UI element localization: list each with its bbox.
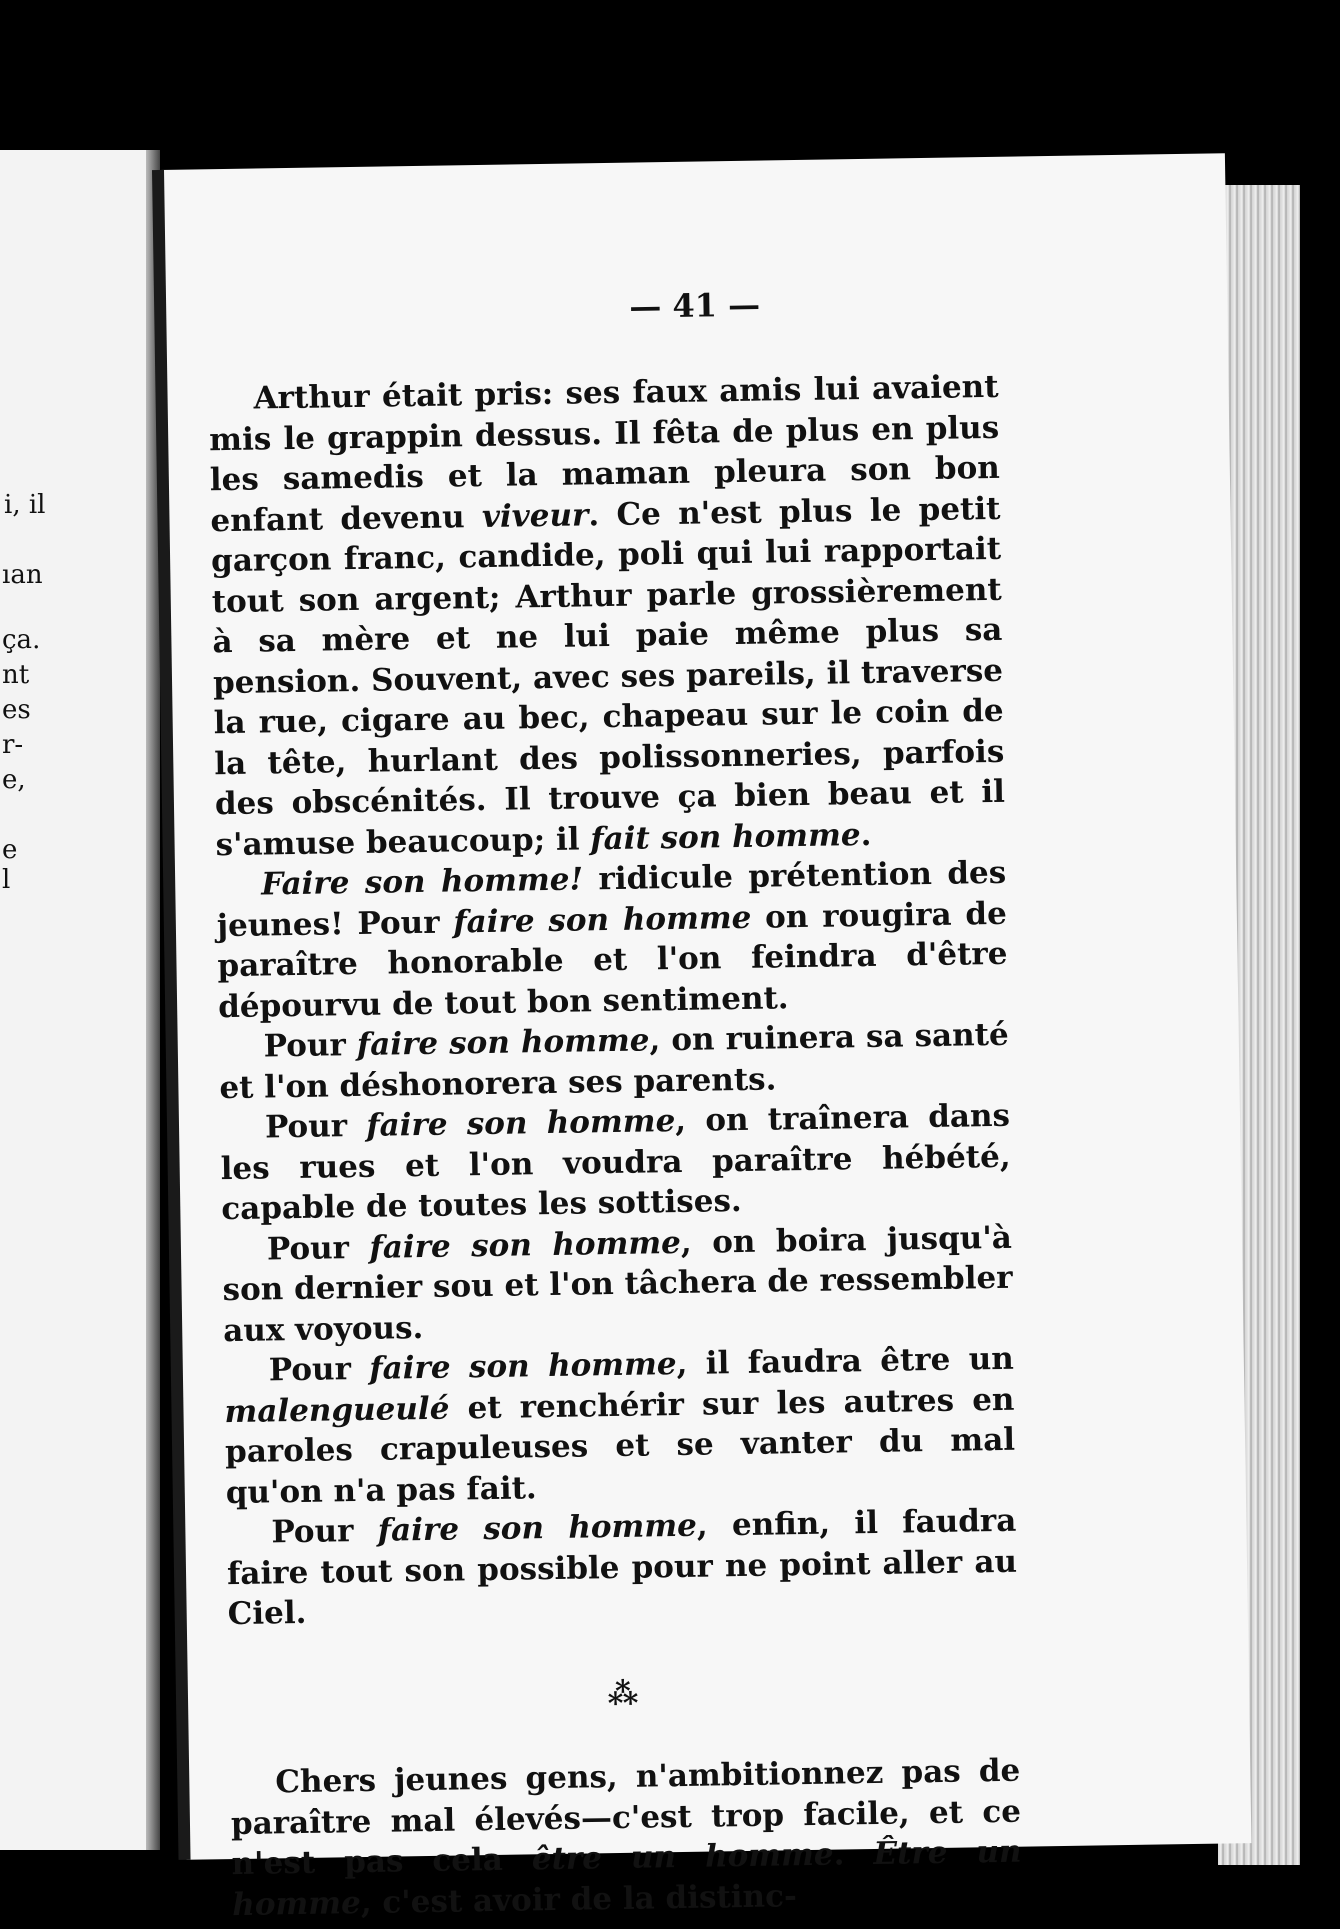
- italic-phrase: être un homme: [531, 1836, 834, 1878]
- italic-phrase: fait son homme: [589, 816, 861, 857]
- left-page-fragment: es: [2, 695, 31, 725]
- text-run: Pour: [266, 1229, 370, 1267]
- text-run: Pour: [271, 1512, 379, 1551]
- text-run: et renchérir sur les autres en paroles crapuleuses et se vanter du mal qu'on n'a pas fait.: [224, 1381, 1016, 1511]
- page-number: — 41 —: [628, 285, 761, 326]
- italic-phrase: Faire son homme!: [260, 861, 584, 903]
- text-run: , on boira jusqu'à son dernier sou et l'on tâchera de ressembler aux voyous.: [222, 1219, 1013, 1349]
- paragraph-list: [208, 367, 1018, 1635]
- left-page-fragment: e,: [2, 765, 26, 795]
- left-page-fragment: ıan: [2, 560, 43, 590]
- italic-phrase: faire son homme: [369, 1346, 677, 1387]
- text-run: , enfin, il faudra faire tout son possible pour ne point aller au Ciel.: [226, 1502, 1018, 1633]
- left-page-fragment: l: [2, 865, 11, 895]
- italic-phrase: faire son homme: [356, 1022, 650, 1064]
- text-run: Pour: [263, 1027, 358, 1065]
- closing-paragraph: [230, 1751, 1022, 1925]
- previous-page-fragment: [0, 150, 160, 1850]
- italic-phrase: Être un homme: [231, 1833, 1022, 1923]
- text-run: . Ce n'est plus le petit garçon franc, candide, poli qui lui rapportait tout son argent; Arthur parle grossièrement à sa mère et ne lui paie même plus sa pension. Souvent, avec ses pareils, il traverse la rue, cigare au bec, chapeau sur le coin de la tête, hurlant des polissonneries, parfois des obscénités. Il trouve ça bien beau et il s'amuse beaucoup; il: [210, 490, 1006, 863]
- left-page-fragment: nt: [2, 660, 30, 690]
- text-run: Arthur était pris: ses faux amis lui avaient mis le grappin dessus. Il fêta de plus en plus les samedis et la maman pleura son bon enfant devenu: [208, 368, 1001, 539]
- italic-phrase: faire son homme: [369, 1224, 682, 1266]
- left-page-fragment: r-: [2, 730, 24, 760]
- text-run: , on ruinera sa santé et l'on déshonorera ses parents.: [219, 1016, 1009, 1106]
- text-run: , on traînera dans les rues et l'on voudra paraître hébété, capable de toutes les sottises.: [220, 1097, 1011, 1228]
- text-run: , c'est avoir de la distinc-: [360, 1877, 798, 1921]
- section-separator: ⁂: [607, 1676, 641, 1712]
- text-run: .: [860, 816, 872, 853]
- paragraph: [222, 1217, 1014, 1351]
- text-run: on rougira de paraître honorable et l'on feindra d'être dépourvu de tout bon sentiment.: [217, 895, 1008, 1025]
- paragraph: [216, 853, 1008, 1027]
- text-run: ridicule prétention des jeunes! Pour: [216, 854, 1007, 944]
- paragraph: [226, 1501, 1018, 1635]
- left-page-fragment: i, il: [4, 490, 46, 520]
- left-page-fragment: e: [2, 835, 18, 865]
- text-run: Pour: [264, 1107, 367, 1146]
- text-run: Chers jeunes gens, n'ambitionnez pas de paraître mal élevés—c'est trop facile, et ce n'est pas cela: [230, 1752, 1022, 1883]
- book-page: [160, 153, 1251, 1923]
- text-run: .: [833, 1836, 874, 1873]
- left-page-fragment: ça.: [2, 625, 41, 655]
- italic-phrase: faire son homme: [366, 1103, 676, 1144]
- text-run: Pour: [268, 1350, 370, 1389]
- paragraph: [208, 367, 1006, 865]
- text-run: , il faudra être un: [676, 1340, 1015, 1383]
- italic-phrase: faire son homme: [377, 1507, 698, 1549]
- page-body-text: [208, 367, 1022, 1925]
- paragraph: [220, 1096, 1012, 1230]
- paragraph: [218, 1015, 1009, 1108]
- paragraph: [224, 1339, 1016, 1513]
- italic-phrase: malengueulé: [224, 1390, 450, 1430]
- italic-phrase: viveur: [481, 496, 589, 535]
- italic-phrase: faire son homme: [453, 899, 752, 940]
